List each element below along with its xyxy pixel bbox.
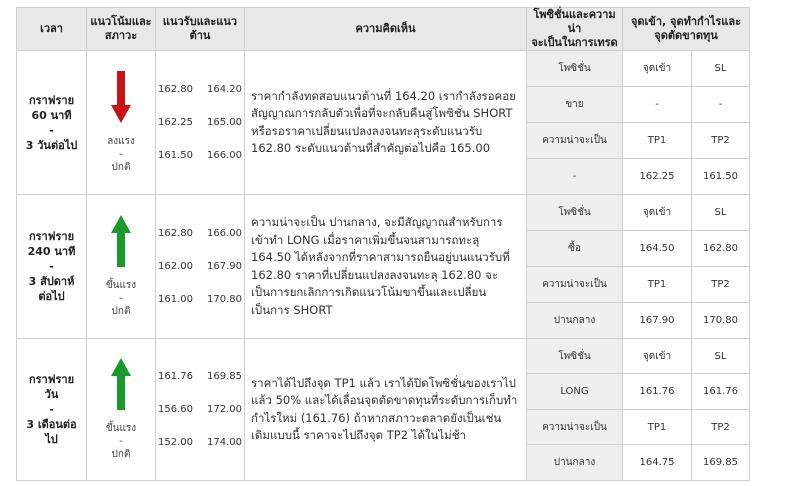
timeframe-line: 240 นาที (27, 245, 76, 258)
table-row (17, 195, 750, 231)
timeframe-line: - (49, 260, 54, 273)
level-pair (156, 404, 244, 415)
resistance-level: 169.85 (207, 371, 242, 382)
level-pair (156, 261, 244, 272)
grid-cell: จุดเข้า (623, 339, 692, 374)
grid-cell: ปานกลาง (527, 303, 623, 339)
grid-cell: 167.90 (623, 303, 692, 339)
header-trend: แนวโน้มและ สภาวะ (87, 8, 156, 51)
grid-cell: ซื้อ (527, 231, 623, 267)
table-row (17, 339, 750, 374)
timeframe-cell (17, 51, 87, 195)
resistance-level: 170.80 (207, 294, 242, 305)
grid-cell: TP1 (623, 267, 692, 303)
support-level: 156.60 (158, 404, 193, 415)
grid-cell: โพซิชั่น (527, 195, 623, 231)
grid-cell: 161.76 (623, 374, 692, 410)
grid-cell: TP1 (623, 123, 692, 159)
grid-cell: SL (692, 195, 750, 231)
level-pair (156, 117, 244, 128)
grid-cell: TP1 (623, 410, 692, 445)
resistance-level: 166.00 (207, 150, 242, 161)
levels-cell (156, 339, 245, 481)
levels-cell (156, 195, 245, 339)
timeframe-line: กราฟราย (28, 373, 75, 386)
table-row (17, 51, 750, 87)
header-levels: แนวรับและแนว ต้าน (156, 8, 245, 51)
resistance-level: 164.20 (207, 84, 242, 95)
support-level: 161.00 (158, 294, 193, 305)
grid-cell: ความน่าจะเป็น (527, 267, 623, 303)
support-level: 162.00 (158, 261, 193, 272)
level-pair (156, 437, 244, 448)
resistance-level: 165.00 (207, 117, 242, 128)
grid-cell: 162.25 (623, 159, 692, 195)
trend-state: ปกติ (111, 162, 131, 173)
comment-cell: ความน่าจะเป็น ปานกลาง, จะมีสัญญาณสำหรับการเข้าทำ LONG เมื่อราคาเพิ่มขึ้นจนสามารถทะลุ 164.50 ได้หลังจากที่ราคาสามารถยืนอยู่บนแนวรับที่ 162.80 ราคาที่เปลี่ยนแปลงลงจนทะลุ 162.80 จะเป็นการยกเลิกการเกิดแนวโน้มขาขึ้นและเปลี่ยนเป็นการ SHORT (245, 195, 527, 339)
grid-cell: ความน่าจะเป็น (527, 410, 623, 445)
timeframe-line: - (49, 403, 54, 416)
grid-cell: ขาย (527, 87, 623, 123)
grid-cell: 164.50 (623, 231, 692, 267)
level-pair (156, 150, 244, 161)
resistance-level: 174.00 (207, 437, 242, 448)
trend-cell (87, 339, 156, 481)
grid-cell: 170.80 (692, 303, 750, 339)
level-pair (156, 84, 244, 95)
trend-cell (87, 51, 156, 195)
trend-sep: - (119, 293, 123, 304)
timeframe-line: กราฟราย (28, 230, 75, 243)
level-pair (156, 228, 244, 239)
support-level: 161.76 (158, 371, 193, 382)
grid-cell: TP2 (692, 410, 750, 445)
support-level: 152.00 (158, 437, 193, 448)
grid-cell: SL (692, 339, 750, 374)
timeframe-line: ไป (45, 433, 58, 446)
level-pair (156, 371, 244, 382)
trend-sep: - (119, 149, 123, 160)
grid-cell: - (527, 159, 623, 195)
trend-state: ปกติ (111, 306, 131, 317)
header-time: เวลา (17, 8, 87, 51)
comment-cell: ราคาได้ไปถึงจุด TP1 แล้ว เราได้ปิดโพซิชั่นของเราไปแล้ว 50% และได้เลื่อนจุดตัดขาดทุนที่ระดับการเก็บทำกำไรใหม่ (161.76) ถ้าหากสภาวะตลาดยังเป็นเช่นเดิมแบบนี้ ราคาจะไปถึงจุด TP2 ได้ในไม่ช้า (245, 339, 527, 481)
grid-cell: จุดเข้า (623, 195, 692, 231)
grid-cell: โพซิชั่น (527, 339, 623, 374)
support-level: 162.80 (158, 228, 193, 239)
grid-cell: จุดเข้า (623, 51, 692, 87)
grid-cell: TP2 (692, 267, 750, 303)
trade-signals-table (16, 7, 750, 481)
grid-cell: ปานกลาง (527, 445, 623, 481)
grid-cell: LONG (527, 374, 623, 410)
trend-strength: ขึ้นแรง (105, 280, 137, 291)
grid-cell: ความน่าจะเป็น (527, 123, 623, 159)
grid-cell: TP2 (692, 123, 750, 159)
resistance-level: 167.90 (207, 261, 242, 272)
timeframe-line: 3 เดือนต่อ (26, 418, 77, 431)
trend-cell (87, 195, 156, 339)
timeframe-line: 3 สัปดาห์ (28, 275, 75, 288)
header-targets: จุดเข้า, จุดทำกำไรและ จุดตัดขาดทุน (623, 8, 750, 51)
grid-cell: 162.80 (692, 231, 750, 267)
support-level: 161.50 (158, 150, 193, 161)
timeframe-line: วัน (44, 388, 59, 401)
grid-cell: - (623, 87, 692, 123)
levels-cell (156, 51, 245, 195)
arrow-up-icon (87, 215, 155, 267)
grid-cell: โพซิชั่น (527, 51, 623, 87)
support-level: 162.25 (158, 117, 193, 128)
level-pair (156, 294, 244, 305)
grid-cell: 164.75 (623, 445, 692, 481)
arrow-up-icon (87, 358, 155, 410)
timeframe-line: 60 นาที (31, 108, 72, 122)
grid-cell: 169.85 (692, 445, 750, 481)
header-row (17, 8, 750, 51)
timeframe-line: 3 วันต่อไป (25, 138, 78, 152)
arrow-down-icon (87, 71, 155, 123)
comment-cell: ราคากำลังทดสอบแนวต้านที่ 164.20 เรากำลังรอคอยสัญญาณการกลับตัวเพื่อที่จะกลับคืนสู่โพซิชั่น SHORT หรือรอราคาเปลี่ยนแปลงลงจนทะลุระดับแนวรับ 162.80 ระดับแนวต้านที่สำคัญต่อไปคือ 165.00 (245, 51, 527, 195)
trend-strength: ขึ้นแรง (105, 423, 137, 434)
resistance-level: 166.00 (207, 228, 242, 239)
trend-state: ปกติ (111, 449, 131, 460)
trend-sep: - (119, 436, 123, 447)
grid-cell: 161.50 (692, 159, 750, 195)
timeframe-cell (17, 339, 87, 481)
trend-strength: ลงแรง (107, 136, 135, 147)
resistance-level: 172.00 (207, 404, 242, 415)
support-level: 162.80 (158, 84, 193, 95)
timeframe-cell (17, 195, 87, 339)
header-comment: ความคิดเห็น (245, 8, 527, 51)
timeframe-line: ต่อไป (38, 290, 65, 303)
timeframe-line: - (49, 123, 54, 137)
grid-cell: - (692, 87, 750, 123)
grid-cell: SL (692, 51, 750, 87)
grid-cell: 161.76 (692, 374, 750, 410)
timeframe-line: กราฟราย (28, 93, 75, 107)
header-position: โพซิชั่นและความน่า จะเป็นในการเทรด (527, 8, 623, 51)
